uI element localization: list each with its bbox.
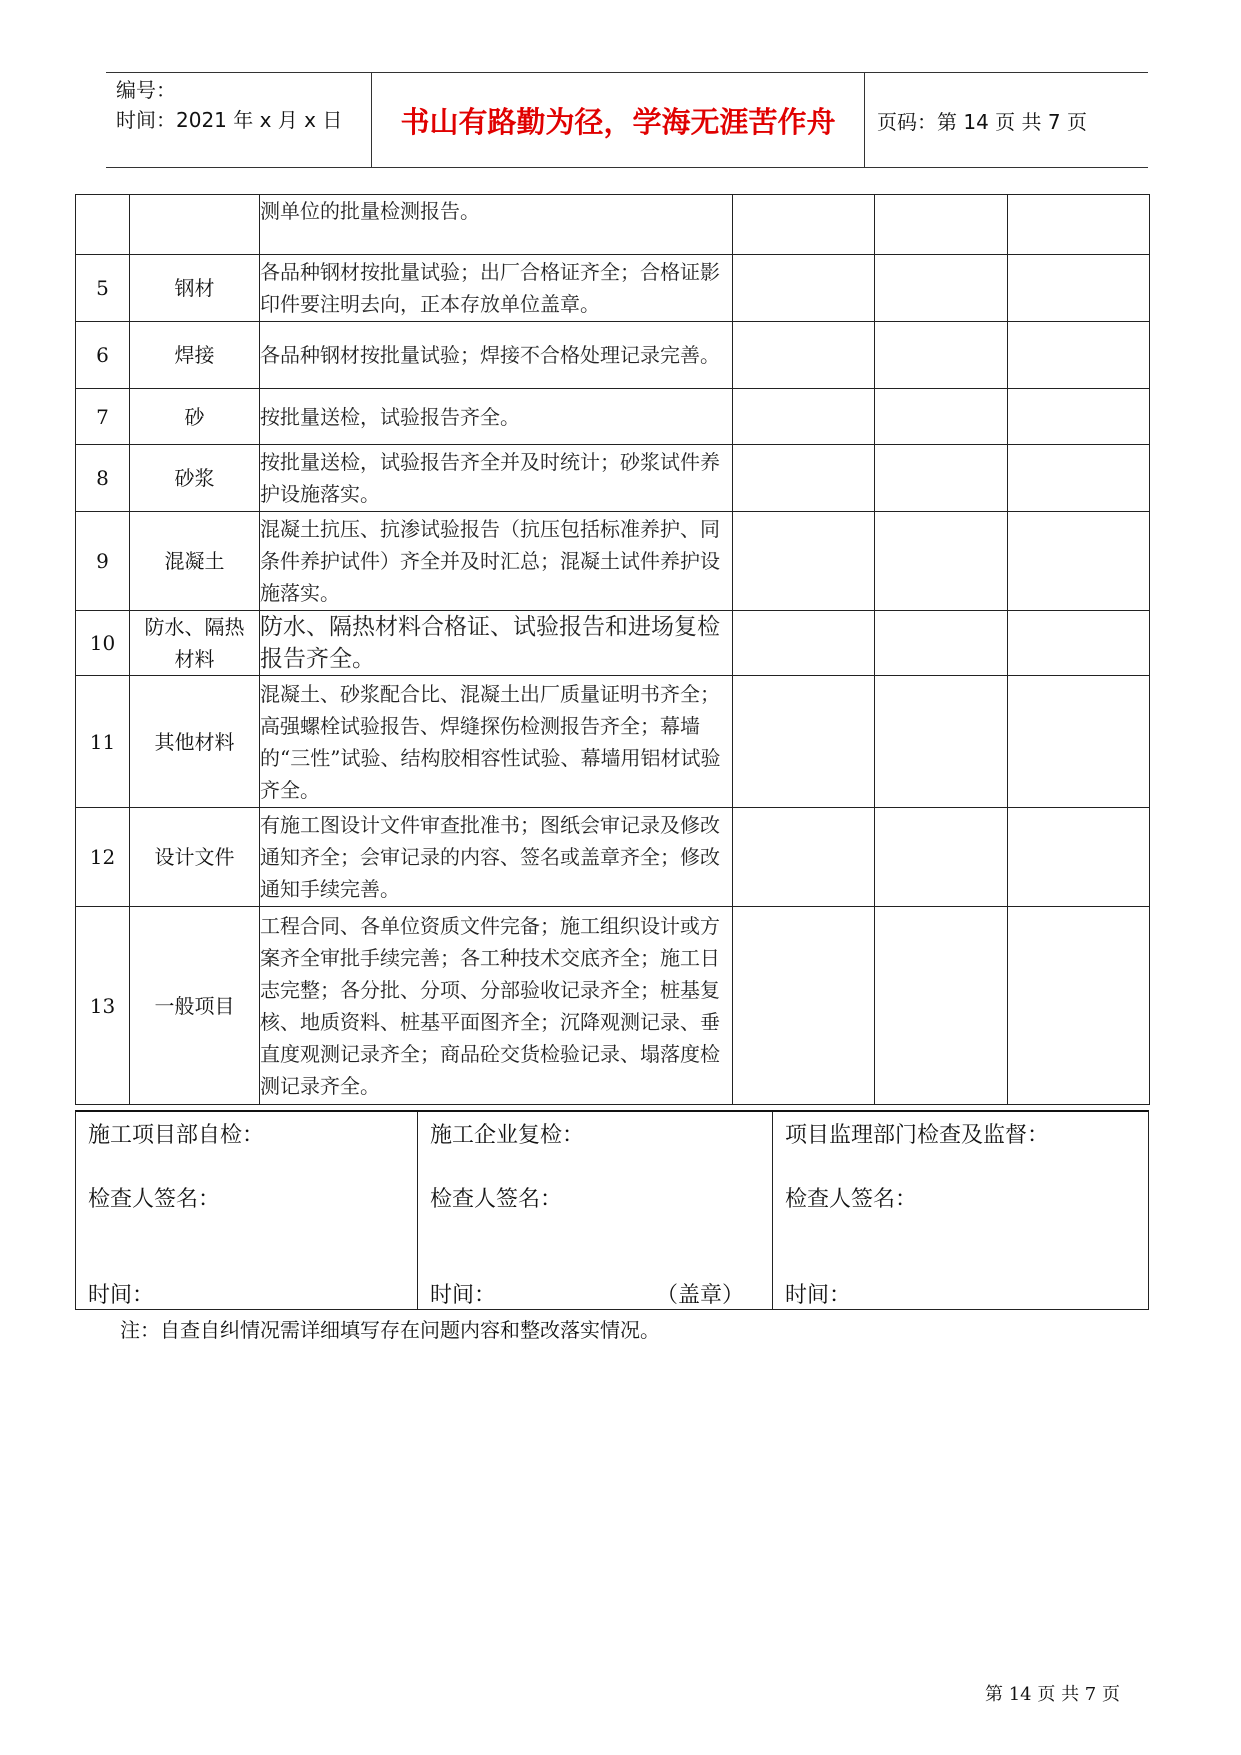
- code-label: 编号：: [116, 78, 176, 102]
- blank-cell: [1008, 255, 1150, 322]
- signer-label: 检查人签名：: [88, 1187, 221, 1212]
- signer-label: 检查人签名：: [785, 1187, 918, 1212]
- time-label: 时间：: [430, 1283, 497, 1308]
- blank-cell: [733, 389, 875, 445]
- blank-cell: [1008, 611, 1150, 676]
- blank-cell: [733, 907, 875, 1105]
- blank-cell: [1008, 512, 1150, 611]
- table-row: [76, 808, 1150, 907]
- row-number: 5: [76, 255, 130, 322]
- row-number: 13: [76, 907, 130, 1105]
- self-check-column: [76, 1112, 418, 1309]
- table-row: [76, 907, 1150, 1105]
- blank-cell: [733, 512, 875, 611]
- row-requirement: 各品种钢材按批量试验；出厂合格证齐全；合格证影印件要注明去向，正本存放单位盖章。: [260, 255, 733, 322]
- row-requirement: 混凝土、砂浆配合比、混凝土出厂质量证明书齐全；高强螺栓试验报告、焊缝探伤检测报告齐全；幕墙的“三性”试验、结构胶相容性试验、幕墙用铝材试验齐全。: [260, 676, 733, 808]
- row-item: [130, 195, 260, 255]
- company-recheck-column: [418, 1112, 773, 1309]
- blank-cell: [1008, 322, 1150, 389]
- row-item: 设计文件: [130, 808, 260, 907]
- supervision-title: 项目监理部门检查及监督：: [785, 1123, 1050, 1148]
- blank-cell: [875, 611, 1008, 676]
- row-requirement: 有施工图设计文件审查批准书；图纸会审记录及修改通知齐全；会审记录的内容、签名或盖章齐全；修改通知手续完善。: [260, 808, 733, 907]
- stamp-label: （盖章）: [655, 1283, 744, 1308]
- row-number: 6: [76, 322, 130, 389]
- table-row: [76, 676, 1150, 808]
- blank-cell: [733, 676, 875, 808]
- time-label: 时间：2021 年 x 月 x 日: [116, 108, 343, 132]
- blank-cell: [875, 445, 1008, 512]
- blank-cell: [1008, 389, 1150, 445]
- table-row: [76, 389, 1150, 445]
- row-item: 钢材: [130, 255, 260, 322]
- row-item: 防水、隔热材料: [130, 611, 260, 676]
- page-label: 页码：第 14 页 共 7 页: [877, 109, 1087, 134]
- table-row: [76, 195, 1150, 255]
- row-requirement: 测单位的批量检测报告。: [260, 195, 733, 255]
- row-number: 10: [76, 611, 130, 676]
- blank-cell: [875, 676, 1008, 808]
- blank-cell: [875, 255, 1008, 322]
- blank-cell: [875, 512, 1008, 611]
- row-requirement: 按批量送检，试验报告齐全并及时统计；砂浆试件养护设施落实。: [260, 445, 733, 512]
- row-requirement: 混凝土抗压、抗渗试验报告（抗压包括标准养护、同条件养护试件）齐全并及时汇总；混凝土试件养护设施落实。: [260, 512, 733, 611]
- row-item: 混凝土: [130, 512, 260, 611]
- table-row: [76, 611, 1150, 676]
- blank-cell: [875, 808, 1008, 907]
- blank-cell: [733, 808, 875, 907]
- row-number: 7: [76, 389, 130, 445]
- table-row: [76, 322, 1150, 389]
- self-check-title: 施工项目部自检：: [88, 1123, 265, 1148]
- blank-cell: [733, 322, 875, 389]
- blank-cell: [875, 322, 1008, 389]
- blank-cell: [1008, 907, 1150, 1105]
- row-number: 11: [76, 676, 130, 808]
- row-requirement: 工程合同、各单位资质文件完备；施工组织设计或方案齐全审批手续完善；各工种技术交底齐全；施工日志完整；各分批、分项、分部验收记录齐全；桩基复核、地质资料、桩基平面图齐全；沉降观测记录、垂直度观测记录齐全；商品砼交货检验记录、塌落度检测记录齐全。: [260, 907, 733, 1105]
- header-meta: [106, 73, 372, 167]
- signer-label: 检查人签名：: [430, 1187, 563, 1212]
- inspection-table: [75, 194, 1150, 1105]
- time-label: 时间：: [88, 1283, 155, 1308]
- blank-cell: [875, 907, 1008, 1105]
- table-row: [76, 445, 1150, 512]
- table-row: [76, 512, 1150, 611]
- row-item: 砂: [130, 389, 260, 445]
- motto: 书山有路勤为径，学海无涯苦作舟: [372, 73, 865, 167]
- row-requirement: 按批量送检，试验报告齐全。: [260, 389, 733, 445]
- page-footer: 第 14 页 共 7 页: [985, 1684, 1120, 1705]
- table-row: [76, 255, 1150, 322]
- blank-cell: [733, 255, 875, 322]
- page-header: [106, 72, 1148, 168]
- blank-cell: [1008, 808, 1150, 907]
- supervision-column: [773, 1112, 1148, 1309]
- row-number: 8: [76, 445, 130, 512]
- row-item: 焊接: [130, 322, 260, 389]
- blank-cell: [733, 445, 875, 512]
- row-item: 一般项目: [130, 907, 260, 1105]
- footnote: 注：自查自纠情况需详细填写存在问题内容和整改落实情况。: [120, 1318, 660, 1342]
- row-item: 其他材料: [130, 676, 260, 808]
- blank-cell: [1008, 195, 1150, 255]
- row-number: 12: [76, 808, 130, 907]
- blank-cell: [1008, 676, 1150, 808]
- signature-section: [75, 1110, 1149, 1310]
- blank-cell: [875, 389, 1008, 445]
- company-recheck-title: 施工企业复检：: [430, 1123, 585, 1148]
- blank-cell: [1008, 445, 1150, 512]
- row-item: 砂浆: [130, 445, 260, 512]
- blank-cell: [875, 195, 1008, 255]
- row-number: [76, 195, 130, 255]
- row-number: 9: [76, 512, 130, 611]
- row-requirement: 各品种钢材按批量试验；焊接不合格处理记录完善。: [260, 322, 733, 389]
- blank-cell: [733, 611, 875, 676]
- blank-cell: [733, 195, 875, 255]
- row-requirement: 防水、隔热材料合格证、试验报告和进场复检报告齐全。: [260, 611, 733, 676]
- time-label: 时间：: [785, 1283, 852, 1308]
